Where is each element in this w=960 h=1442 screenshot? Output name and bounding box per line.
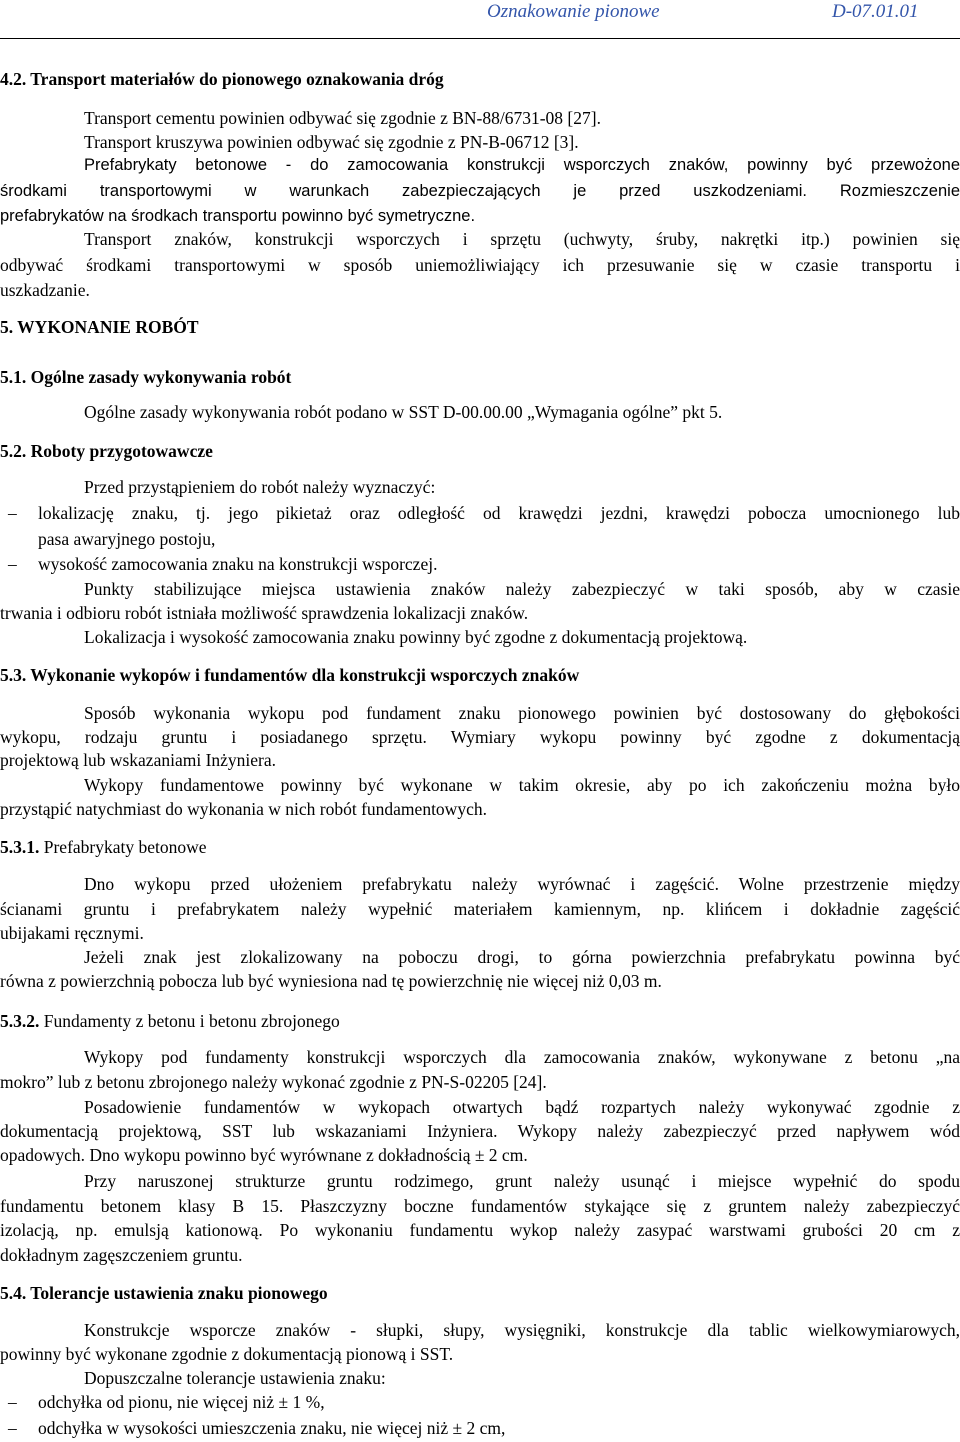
list-item-text: odchyłka w wysokości umieszczenia znaku, nie więcej niż ± 2 cm, xyxy=(38,1418,506,1438)
paragraph-line: Jeżeli znak jest zlokalizowany na poboczu drogi, to górna powierzchnia prefabrykatu powinna być xyxy=(84,947,960,967)
paragraph-line: izolacją, np. emulsją kationową. Po wykonaniu fundamentu wykop należy zasypać warstwami grubości 20 cm z xyxy=(0,1220,960,1240)
paragraph-line: Ogólne zasady wykonywania robót podano w SST D-00.00.00 „Wymagania ogólne” pkt 5. xyxy=(84,402,723,422)
section-5-2-heading: 5.2. Roboty przygotowawcze xyxy=(0,441,213,461)
paragraph-line: Posadowienie fundamentów w wykopach otwartych bądź rozpartych należy wykonywać zgodnie z xyxy=(84,1097,960,1117)
paragraph-line: Wykopy fundamentowe powinny być wykonane w takim okresie, aby po ich zakończeniu można było xyxy=(84,775,960,795)
paragraph-line: Punkty stabilizujące miejsca ustawienia znaków należy zabezpieczyć w taki sposób, aby w czasie xyxy=(84,579,960,599)
paragraph-line: fundamentu betonem klasy B 15. Płaszczyzny boczne fundamentów stykające się z gruntem należy zabezpieczyć xyxy=(0,1196,960,1216)
section-5-heading: 5. WYKONANIE ROBÓT xyxy=(0,317,199,337)
section-5-1-heading: 5.1. Ogólne zasady wykonywania robót xyxy=(0,367,292,387)
section-number: 5.3.2. xyxy=(0,1011,40,1031)
paragraph-line: Dno wykopu przed ułożeniem prefabrykatu należy wyrównać i zagęścić. Wolne przestrzenie między xyxy=(84,874,960,894)
paragraph-line: powinny być wykonane zgodnie z dokumentacją pionową i SST. xyxy=(0,1344,454,1364)
paragraph-line: ścianami gruntu i prefabrykatem należy wypełnić materiałem kamiennym, np. klińcem i dokładnie zagęścić xyxy=(0,899,960,919)
paragraph-line: Konstrukcje wsporcze znaków - słupki, słupy, wysięgniki, konstrukcje dla tablic wielkowymiarowych, xyxy=(84,1320,960,1340)
paragraph-line: Prefabrykaty betonowe - do zamocowania konstrukcji wsporczych znaków, powinny być przewożone xyxy=(84,156,960,174)
list-item-text: odchyłka od pionu, nie więcej niż ± 1 %, xyxy=(38,1392,325,1412)
paragraph-line: dokładnym zagęszczeniem gruntu. xyxy=(0,1245,243,1265)
paragraph-line: opadowych. Dno wykopu powinno być wyrównane z dokładnością ± 2 cm. xyxy=(0,1145,528,1165)
dash-bullet: – xyxy=(8,503,17,523)
paragraph-line: trwania i odbioru robót istniała możliwość sprawdzenia lokalizacji znaków. xyxy=(0,603,529,623)
dash-bullet: – xyxy=(8,1392,17,1412)
paragraph-line: środkami transportowymi w warunkach zabezpieczających je przed uszkodzeniami. Rozmieszczenie xyxy=(0,182,960,200)
header-rule xyxy=(0,38,960,39)
paragraph-line: równa z powierzchnią pobocza lub być wyniesiona nad tę powierzchnię nie więcej niż 0,03 m. xyxy=(0,971,662,991)
header-code: D-07.01.01 xyxy=(832,1,919,22)
section-5-3-2-heading xyxy=(0,1011,960,1031)
section-title: Fundamenty z betonu i betonu zbrojonego xyxy=(39,1011,340,1031)
paragraph-line: Sposób wykonania wykopu pod fundament znaku pionowego powinien być dostosowany do głębokości xyxy=(84,703,960,723)
list-item-text: wysokość zamocowania znaku na konstrukcji wsporczej. xyxy=(38,554,438,574)
paragraph-line: projektową lub wskazaniami Inżyniera. xyxy=(0,750,277,770)
paragraph-line: uszkadzanie. xyxy=(0,280,90,300)
paragraph-line: Przy naruszonej strukturze gruntu rodzimego, grunt należy usunąć i miejsce wypełnić do spodu xyxy=(84,1171,960,1191)
list-item-text: pasa awaryjnego postoju, xyxy=(38,529,216,549)
paragraph-line: Transport cementu powinien odbywać się zgodnie z BN-88/6731-08 [27]. xyxy=(84,108,601,128)
dash-bullet: – xyxy=(8,554,17,574)
paragraph-line: Lokalizacja i wysokość zamocowania znaku powinny być zgodne z dokumentacją projektową. xyxy=(84,627,748,647)
header-title: Oznakowanie pionowe xyxy=(487,1,660,22)
section-5-4-heading: 5.4. Tolerancje ustawienia znaku pionowego xyxy=(0,1283,328,1303)
paragraph-line: przystąpić natychmiast do wykonania w nich robót fundamentowych. xyxy=(0,799,487,819)
list-item-text: lokalizację znaku, tj. jego pikietaż oraz odległość od krawędzi jezdni, krawędzi pobocza umocnionego lub xyxy=(38,503,960,523)
section-5-3-1-heading xyxy=(0,837,960,857)
paragraph-line: ubijakami ręcznymi. xyxy=(0,923,144,943)
section-4-2-heading: 4.2. Transport materiałów do pionowego oznakowania dróg xyxy=(0,69,444,89)
section-title: Prefabrykaty betonowe xyxy=(39,837,207,857)
paragraph-line: prefabrykatów na środkach transportu powinno być symetryczne. xyxy=(0,207,476,225)
page-header xyxy=(0,0,960,38)
paragraph-line: Wykopy pod fundamenty konstrukcji wsporczych dla zamocowania znaków, wykonywane z betonu „na xyxy=(84,1047,960,1067)
paragraph-line: Dopuszczalne tolerancje ustawienia znaku: xyxy=(84,1368,386,1388)
paragraph-line: wykopu, rodzaju gruntu i posiadanego sprzętu. Wymiary wykopu powinny być zgodne z dokumentacją xyxy=(0,727,960,747)
paragraph-line: Transport kruszywa powinien odbywać się zgodnie z PN-B-06712 [3]. xyxy=(84,132,579,152)
paragraph-line: Przed przystąpieniem do robót należy wyznaczyć: xyxy=(84,477,436,497)
paragraph-line: Transport znaków, konstrukcji wsporczych i sprzętu (uchwyty, śruby, nakrętki itp.) powinien się xyxy=(84,229,960,249)
dash-bullet: – xyxy=(8,1418,17,1438)
paragraph-line: odbywać środkami transportowymi w sposób uniemożliwiający ich przesuwanie się w czasie transportu i xyxy=(0,255,960,275)
section-5-3-heading: 5.3. Wykonanie wykopów i fundamentów dla konstrukcji wsporczych znaków xyxy=(0,665,580,685)
paragraph-line: mokro” lub z betonu zbrojonego należy wykonać zgodnie z PN-S-02205 [24]. xyxy=(0,1072,547,1092)
section-number: 5.3.1. xyxy=(0,837,40,857)
paragraph-line: dokumentacją projektową, SST lub wskazaniami Inżyniera. Wykopy należy zabezpieczyć przed napływem wód xyxy=(0,1121,960,1141)
